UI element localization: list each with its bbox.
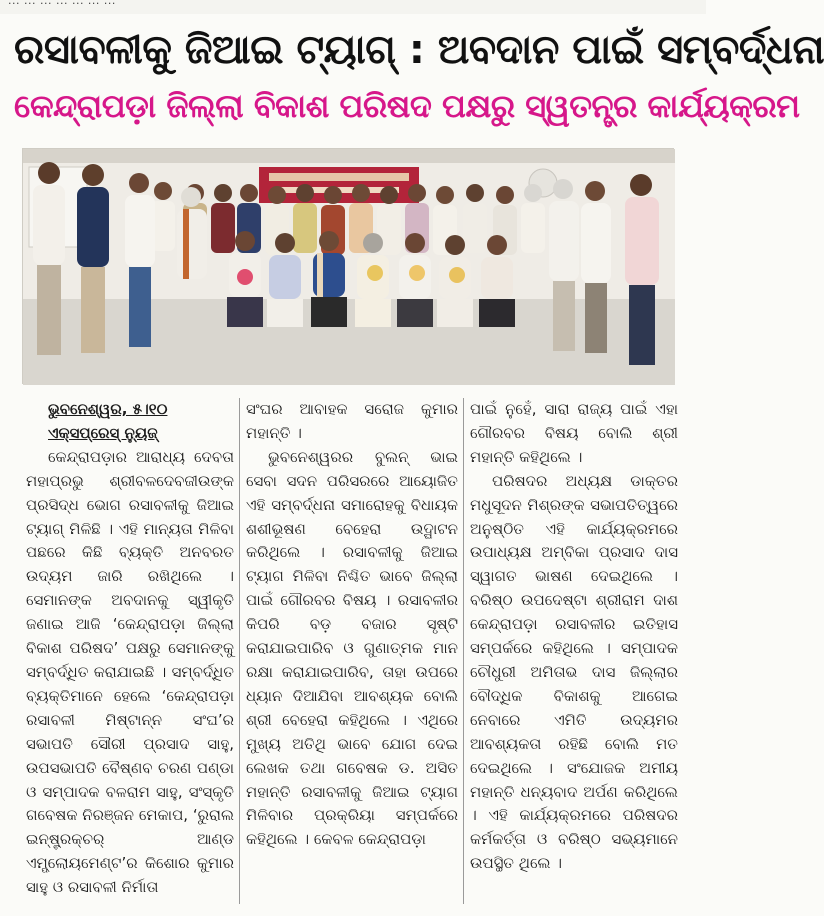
article-paragraph: କେନ୍ଦ୍ରାପଡ଼ାର ଆରାଧ୍ୟ ଦେବତା ମହାପ୍ରଭୁ ଶ୍ରୀବଳଦେବଜୀଉଙ୍କ ପ୍ରସିଦ୍ଧ ଭୋଗ ରସାବଳୀକୁ ଜିଆଇ ଟ୍ୟାଗ୍ ମିଳିଛି । ଏହି ମାନ୍ୟତା ମିଳିବା ପଛରେ କିଛି ବ୍ୟକ୍ତି ଅନବରତ ଉଦ୍ୟମ ଜାରି ରଖିଥିଲେ । ସେମାନଙ୍କ ଅବଦାନକୁ ସ୍ୱୀକୃତି ଜଣାଇ ଆଜି ‘କେନ୍ଦ୍ରାପଡ଼ା ଜିଲ୍ଲା ବିକାଶ ପରିଷଦ’ ପକ୍ଷରୁ ସେମାନଙ୍କୁ ସମ୍ବର୍ଦ୍ଧିତ କରାଯାଇଛି । ସମ୍ବର୍ଦ୍ଧିତ ବ୍ୟକ୍ତିମାନେ ହେଲେ ‘କେନ୍ଦ୍ରାପଡ଼ା ରସାବଳୀ ମିଷ୍ଟାନ୍ନ ସଂଘ’ର ସଭାପତି ସୌରୀ ପ୍ରସାଦ ସାହୁ, ଉପସଭାପତି ବୈଷ୍ଣବ ଚରଣ ପଣ୍ଡା ଓ ସମ୍ପାଦକ ବଳରାମ ସାହୁ, ସଂସ୍କୃତି ଗବେଷକ ନିରଞ୍ଜନ ମେକାପ, ‘ରୁରାଲ ଇନ୍ଷ୍ଟ୍ରକ୍ଚର୍ ଆଣ୍ଡ ଏମ୍ପ୍ଲୋୟମେଣ୍ଟ’ର କିଶୋର କୁମାର ସାହୁ ଓ ରସାବଳୀ ନିର୍ମାତା (26, 447, 234, 897)
article-paragraph: ସଂଘର ଆବାହକ ସରୋଜ କୁମାର ମହାନ୍ତି । (246, 400, 458, 442)
group-photo (22, 148, 674, 384)
cropped-text: ... ... ... ... ... ... ... (8, 0, 116, 7)
cropped-previous-line (0, 0, 706, 14)
article-paragraph: ପାଇଁ ନୁହେଁ, ସାରା ରାଜ୍ୟ ପାଇଁ ଏହା ଗୌରବର ବିଷୟ ବୋଲି ଶ୍ରୀ ମହାନ୍ତି କହିଥିଲେ । (470, 400, 678, 466)
group-photo-icon (23, 149, 675, 385)
article-column-1 (26, 398, 234, 900)
headline: ରସାବଳୀକୁ ଜିଆଇ ଟ୍ୟାଗ୍ : ଅବଦାନ ପାଇଁ ସମ୍ବର୍ଦ୍ଧନା (14, 27, 824, 73)
agency-byline: ଏକ୍ସପ୍ରେସ୍ ନ୍ୟୁଜ୍ (48, 423, 158, 442)
column-divider (239, 398, 240, 904)
article-column-2 (246, 398, 458, 852)
article-paragraph: ପରିଷଦର ଅଧ୍ୟକ୍ଷ ଡାକ୍ତର ମଧୁସୂଦନ ମିଶ୍ରଙ୍କ ସଭାପତିତ୍ୱରେ ଅନୁଷ୍ଠିତ ଏହି କାର୍ଯ୍ୟକ୍ରମରେ ଉପାଧ୍ୟକ୍ଷ ଅମ୍ବିକା ପ୍ରସାଦ ଦାସ ସ୍ୱାଗତ ଭାଷଣ ଦେଇଥିଲେ । ବରିଷ୍ଠ ଉପଦେଷ୍ଟା ଶ୍ରୀରାମ ଦାଶ କେନ୍ଦ୍ରାପଡ଼ା ରସାବଳୀର ଇତିହାସ ସମ୍ପର୍କରେ କହିଥିଲେ । ସମ୍ପାଦକ ଚୌଧୁରୀ ଅମିତାଭ ଦାସ ଜିଲ୍ଲାର ବୌଦ୍ଧିକ ବିକାଶକୁ ଆଗେଇ ନେବାରେ ଏମିତି ଉଦ୍ୟମର ଆବଶ୍ୟକତା ରହିଛି ବୋଲି ମତ ଦେଇଥିଲେ । ସଂଯୋଜକ ଅମୀୟ ମହାନ୍ତି ଧନ୍ୟବାଦ ଅର୍ପଣ କରିଥିଲେ । ଏହି କାର୍ଯ୍ୟକ୍ରମରେ ପରିଷଦର କର୍ମକର୍ତ୍ତା ଓ ବରିଷ୍ଠ ସଭ୍ୟମାନେ ଉପସ୍ଥିତ ଥିଲେ । (470, 471, 678, 873)
dateline: ଭୁବନେଶ୍ୱର, ୫।୧୦ (48, 400, 168, 418)
subheadline: କେନ୍ଦ୍ରାପଡ଼ା ଜିଲ୍ଲା ବିକାଶ ପରିଷଦ ପକ୍ଷରୁ ସ୍ୱତନ୍ତ୍ର କାର୍ଯ୍ୟକ୍ରମ (14, 87, 800, 125)
column-divider (463, 398, 464, 904)
article-column-3 (470, 398, 678, 876)
article-paragraph: ଭୁବନେଶ୍ୱରର ବୁଲନ୍ ଭାଇ ସେବା ସଦନ ପରିସରରେ ଆୟୋଜିତ ଏହି ସମ୍ବର୍ଦ୍ଧନା ସମାରୋହକୁ ବିଧାୟକ ଶଶୀଭୂଷଣ ବେହେରା ଉଦ୍ଘାଟନ କରିଥିଲେ । ରସାବଳୀକୁ ଜିଆଇ ଟ୍ୟାଗ ମିଳିବା ନିଶ୍ଚିତ ଭାବେ ଜିଲ୍ଲା ପାଇଁ ଗୌରବର ବିଷୟ । ରସାବଳୀର କିପରି ବଡ଼ ବଜାର ସୃଷ୍ଟି କରାଯାଇପାରିବ ଓ ଗୁଣାତ୍ମକ ମାନ ରକ୍ଷା କରାଯାଇପାରିବ, ତାହା ଉପରେ ଧ୍ୟାନ ଦିଆଯିବା ଆବଶ୍ୟକ ବୋଲି ଶ୍ରୀ ବେହେରା କହିଥିଲେ । ଏଥିରେ ମୁଖ୍ୟ ଅତିଥି ଭାବେ ଯୋଗ ଦେଇ ଲେଖକ ତଥା ଗବେଷକ ଡ. ଅସିତ ମହାନ୍ତି ରସାବଳୀକୁ ଜିଆଇ ଟ୍ୟାଗ ମିଳିବାର ପ୍ରକ୍ରିୟା ସମ୍ପର୍କରେ କହିଥିଲେ । କେବଳ କେନ୍ଦ୍ରାପଡ଼ା (246, 447, 458, 849)
